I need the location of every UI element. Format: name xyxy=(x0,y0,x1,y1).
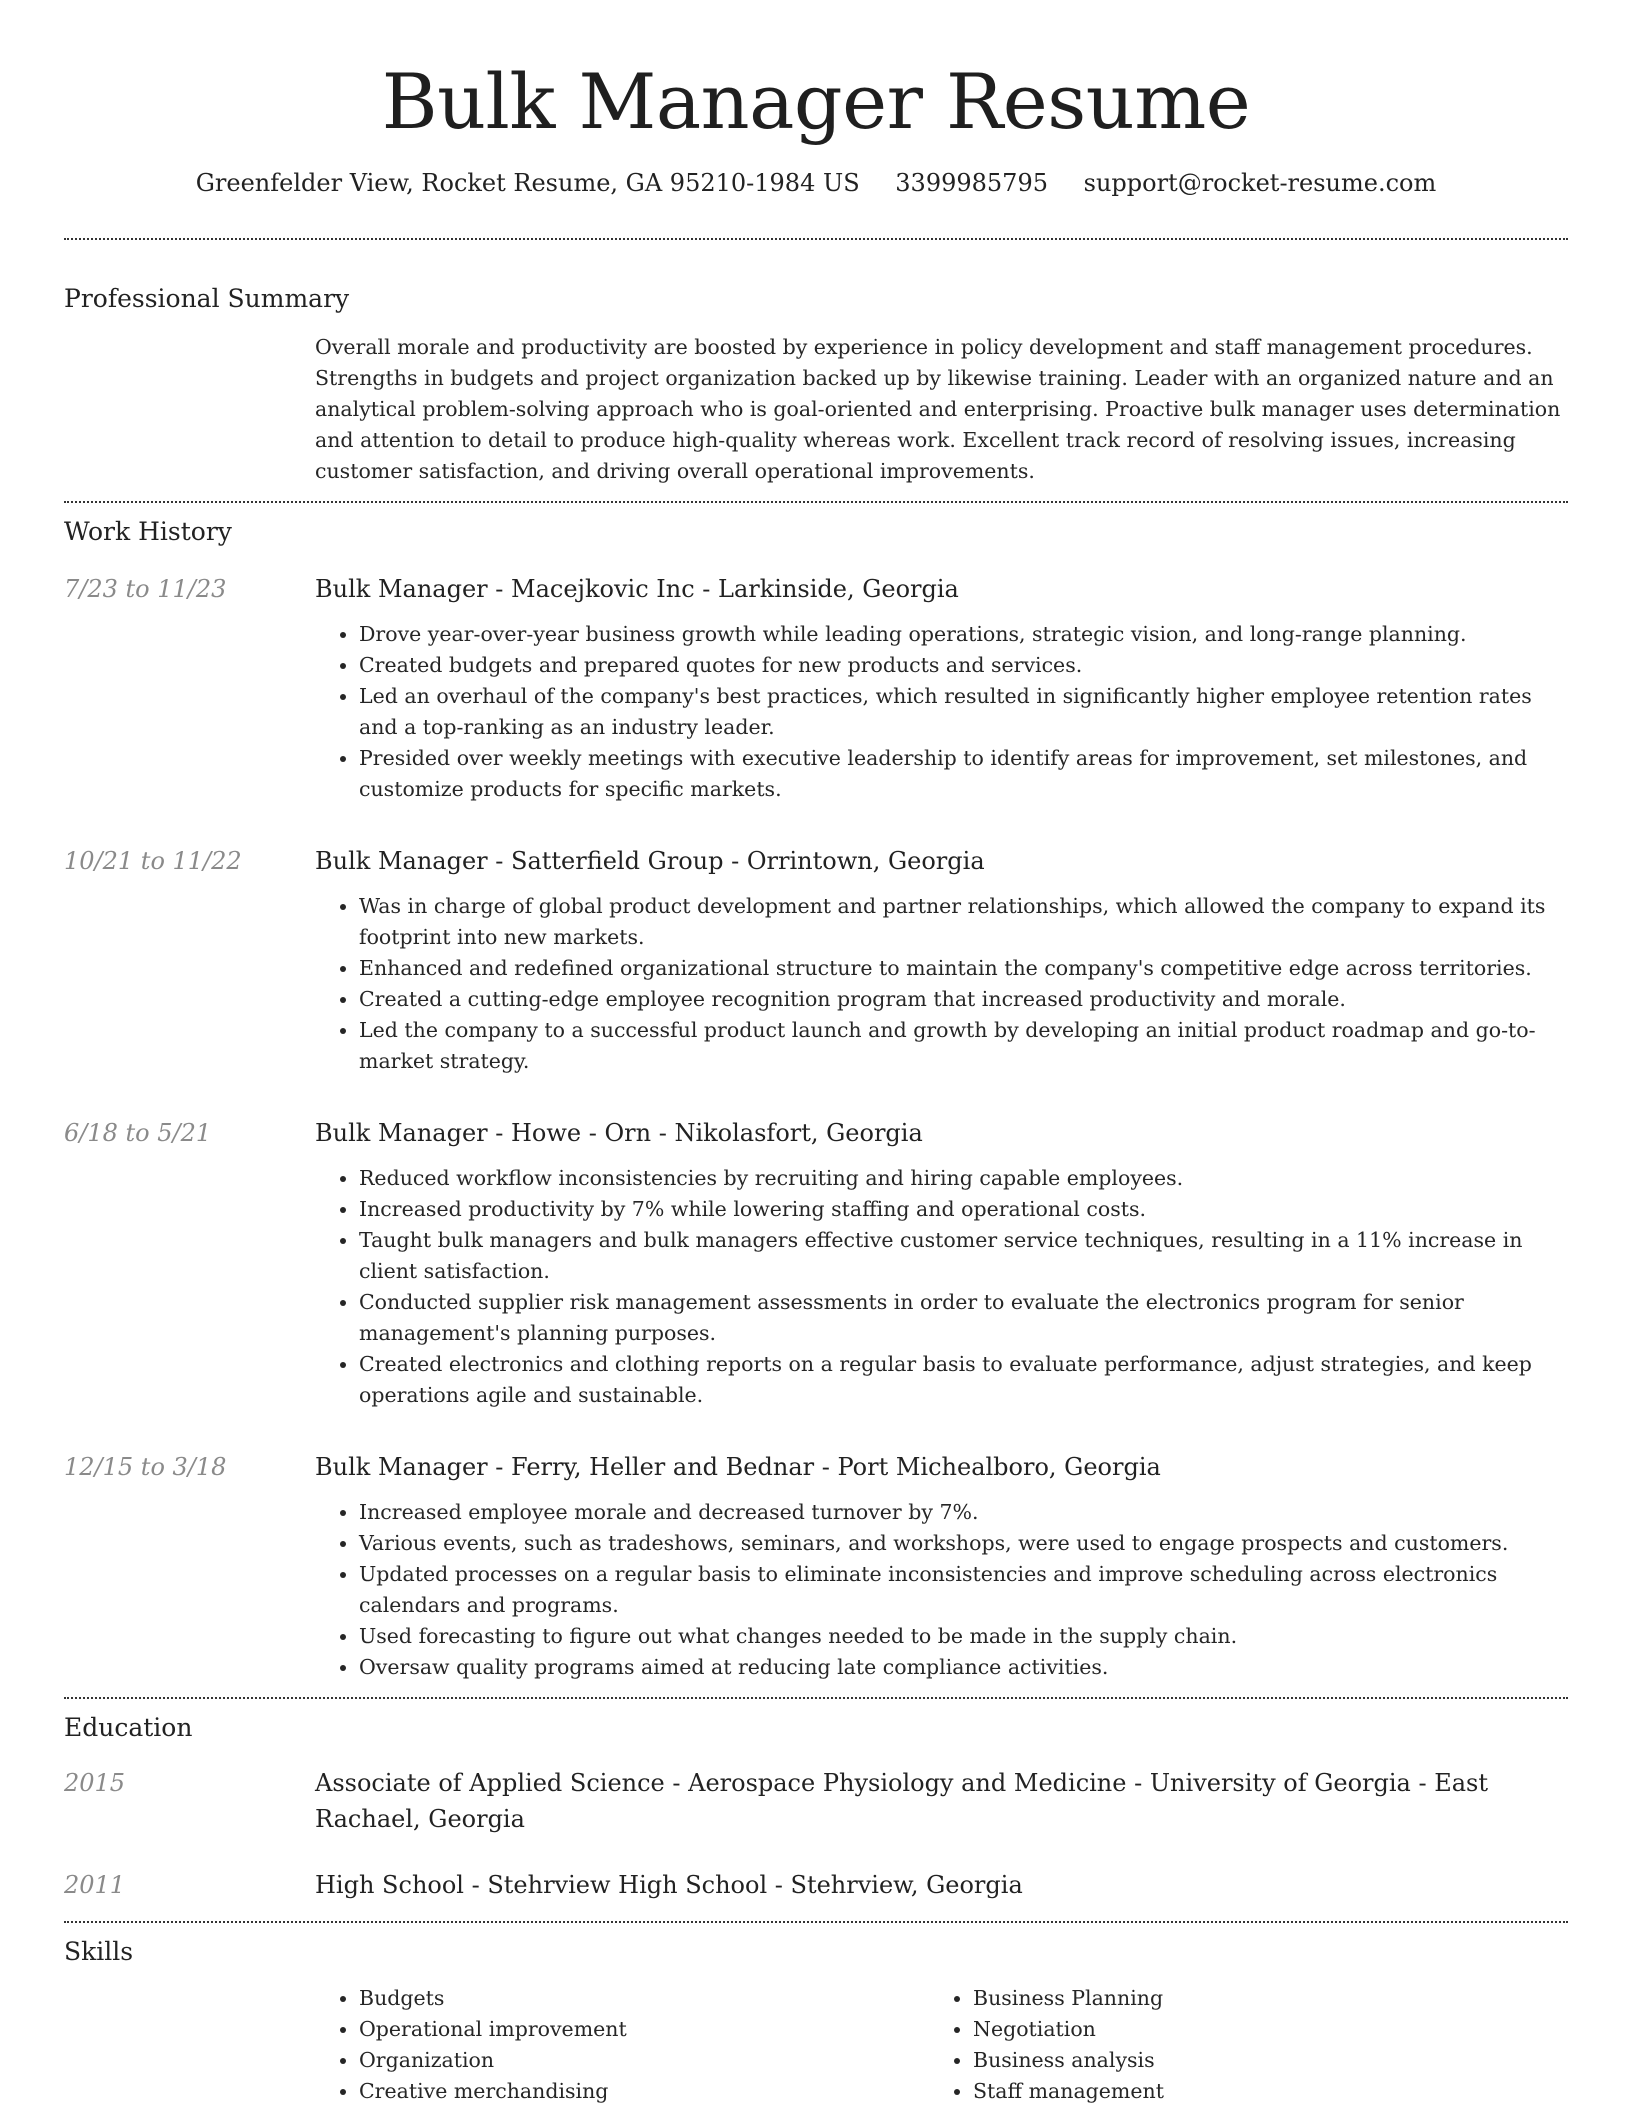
job-bullet: • Used forecasting to figure out what changes needed to be made in the supply chain. xyxy=(359,1621,1568,1652)
job-bullet: • Updated processes on a regular basis to eliminate inconsistencies and improve scheduling across electronics calendars and programs. xyxy=(359,1559,1568,1621)
education-section xyxy=(64,1711,1568,1921)
job-bullets xyxy=(315,619,1568,805)
job-title: Bulk Manager - Howe - Orn - Nikolasfort, Georgia xyxy=(315,1119,923,1147)
job-bullet: • Led an overhaul of the company's best practices, which resulted in significantly higher employee retention rates and a top-ranking as an industry leader. xyxy=(359,681,1568,743)
job-title: Bulk Manager - Satterfield Group - Orrintown, Georgia xyxy=(315,847,985,875)
job-bullet: • Created electronics and clothing reports on a regular basis to evaluate performance, adjust strategies, and keep operations agile and sustainable. xyxy=(359,1349,1568,1411)
job-title: Bulk Manager - Ferry, Heller and Bednar - Port Michealboro, Georgia xyxy=(315,1453,1161,1481)
job-bullet: • Created budgets and prepared quotes for new products and services. xyxy=(359,650,1568,681)
work-history-heading: Work History xyxy=(64,517,232,546)
job-bullet: • Conducted supplier risk management assessments in order to evaluate the electronics program for senior management's planning purposes. xyxy=(359,1287,1568,1349)
education-body xyxy=(315,1867,1568,1903)
education-divider xyxy=(64,1921,1568,1923)
job-bullet: • Drove year-over-year business growth while leading operations, strategic vision, and long-range planning. xyxy=(359,619,1568,650)
education-year: 2015 xyxy=(64,1769,126,1797)
job-bullets xyxy=(315,891,1568,1077)
skill-item: • Staff management xyxy=(973,2076,1543,2107)
job-body xyxy=(315,843,1568,1077)
contact-email: support@rocket-resume.com xyxy=(1083,169,1437,197)
job-bullets xyxy=(315,1497,1568,1683)
job-dates: 10/21 to 11/22 xyxy=(64,847,242,875)
resume-page xyxy=(64,0,1568,2107)
contact-address: Greenfelder View, Rocket Resume, GA 95210-1984 US xyxy=(195,169,860,197)
job-dates: 12/15 to 3/18 xyxy=(64,1453,227,1481)
job-title: Bulk Manager - Macejkovic Inc - Larkinside, Georgia xyxy=(315,575,959,603)
job-bullet: • Enhanced and redefined organizational structure to maintain the company's competitive edge across territories. xyxy=(359,953,1568,984)
skills-list-right xyxy=(929,1983,1543,2107)
job-bullet: • Was in charge of global product development and partner relationships, which allowed the company to expand its footprint into new markets. xyxy=(359,891,1568,953)
summary-heading: Professional Summary xyxy=(64,284,350,313)
job-bullet: • Various events, such as tradeshows, seminars, and workshops, were used to engage prospects and customers. xyxy=(359,1528,1568,1559)
skill-item: • Negotiation xyxy=(973,2014,1543,2045)
job-entry xyxy=(64,1449,1568,1683)
job-bullets xyxy=(315,1163,1568,1411)
job-bullet: • Presided over weekly meetings with executive leadership to identify areas for improvement, set milestones, and customize products for specific markets. xyxy=(359,743,1568,805)
job-body xyxy=(315,1449,1568,1683)
skills-columns xyxy=(315,1983,1568,2107)
education-heading: Education xyxy=(64,1713,193,1742)
job-bullet: • Reduced workflow inconsistencies by recruiting and hiring capable employees. xyxy=(359,1163,1568,1194)
job-dates: 7/23 to 11/23 xyxy=(64,575,227,603)
contact-line xyxy=(64,166,1568,200)
summary-section xyxy=(64,282,1568,501)
skill-item: • Organization xyxy=(359,2045,929,2076)
job-bullet: • Taught bulk managers and bulk managers effective customer service techniques, resulting in a 11% increase in client satisfaction. xyxy=(359,1225,1568,1287)
skill-item: • Operational improvement xyxy=(359,2014,929,2045)
header-divider xyxy=(64,238,1568,240)
skill-item: • Business analysis xyxy=(973,2045,1543,2076)
job-dates: 6/18 to 5/21 xyxy=(64,1119,212,1147)
work-history-section xyxy=(64,515,1568,1697)
skill-item: • Business Planning xyxy=(973,1983,1543,2014)
education-year: 2011 xyxy=(64,1871,126,1899)
job-bullet: • Oversaw quality programs aimed at reducing late compliance activities. xyxy=(359,1652,1568,1683)
education-text: Associate of Applied Science - Aerospace Physiology and Medicine - University of Georgia - East Rachael, Georgia xyxy=(315,1769,1489,1833)
job-bullet: • Created a cutting-edge employee recognition program that increased productivity and morale. xyxy=(359,984,1568,1015)
skills-list-left xyxy=(315,1983,929,2107)
job-bullet: • Increased productivity by 7% while lowering staffing and operational costs. xyxy=(359,1194,1568,1225)
job-bullet: • Increased employee morale and decreased turnover by 7%. xyxy=(359,1497,1568,1528)
summary-divider xyxy=(64,501,1568,503)
skills-heading: Skills xyxy=(64,1937,134,1966)
education-entry xyxy=(64,1867,1568,1903)
job-body xyxy=(315,571,1568,805)
job-entry xyxy=(64,571,1568,805)
work-divider xyxy=(64,1697,1568,1699)
job-entry xyxy=(64,843,1568,1077)
summary-text: Overall morale and productivity are boosted by experience in policy development and staff management procedures. Strengths in budgets and project organization backed up by likewise training. Leader with an organized nature and an analytical problem-solving approach who is goal-oriented and enterprising. Proactive bulk manager uses determination and attention to detail to produce high-quality whereas work. Excellent track record of resolving issues, increasing customer satisfaction, and driving overall operational improvements. xyxy=(315,335,1561,483)
resume-title: Bulk Manager Resume xyxy=(381,57,1251,146)
job-bullet: • Led the company to a successful product launch and growth by developing an initial product roadmap and go-to-market strategy. xyxy=(359,1015,1568,1077)
skill-item: • Budgets xyxy=(359,1983,929,2014)
skills-section xyxy=(64,1935,1568,2107)
education-body xyxy=(315,1765,1568,1837)
skill-item: • Creative merchandising xyxy=(359,2076,929,2107)
education-entry xyxy=(64,1765,1568,1837)
job-body xyxy=(315,1115,1568,1411)
job-entry xyxy=(64,1115,1568,1411)
education-text: High School - Stehrview High School - Stehrview, Georgia xyxy=(315,1871,1023,1899)
contact-phone: 3399985795 xyxy=(895,169,1048,197)
